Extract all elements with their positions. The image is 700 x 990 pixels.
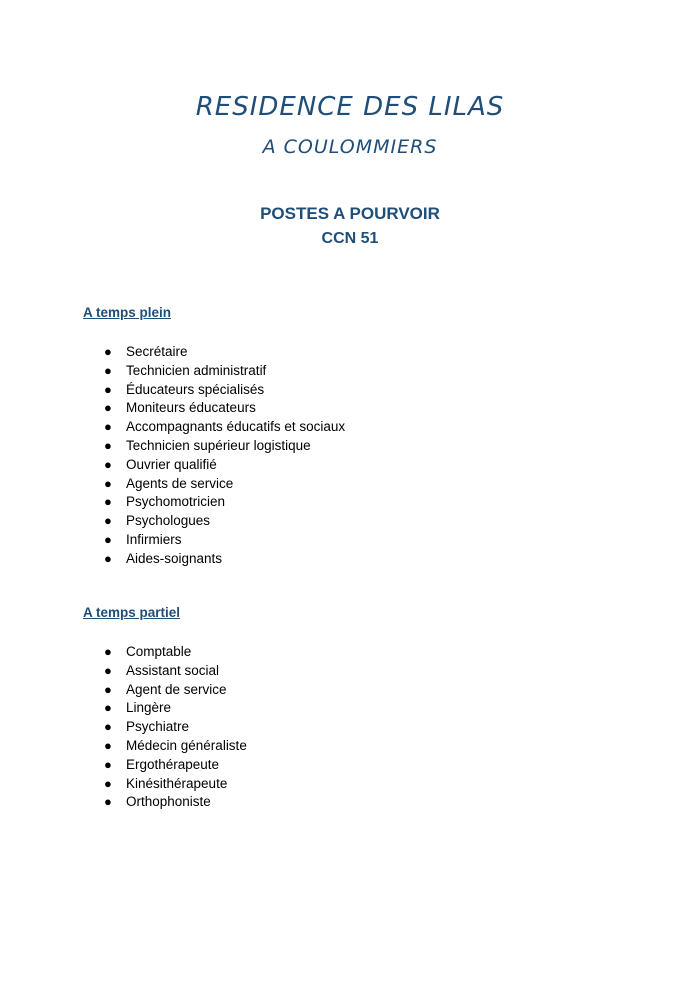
list-item xyxy=(100,718,247,737)
list-item xyxy=(100,418,345,437)
bullet-icon: ● xyxy=(104,419,112,435)
list-item xyxy=(100,531,345,550)
list-item-label: Kinésithérapeute xyxy=(126,775,228,791)
job-list-temps-plein xyxy=(100,343,345,569)
bullet-icon: ● xyxy=(104,775,112,791)
bullet-icon: ● xyxy=(104,756,112,772)
location-subtitle: A COULOMMIERS xyxy=(262,136,438,158)
bullet-icon: ● xyxy=(104,456,112,472)
bullet-icon: ● xyxy=(104,494,112,510)
list-item xyxy=(100,475,345,494)
list-item-label: Moniteurs éducateurs xyxy=(126,400,256,416)
list-item-label: Ergothérapeute xyxy=(126,756,220,772)
list-item xyxy=(100,793,247,812)
section-heading-temps-plein: A temps plein xyxy=(83,305,172,320)
list-item-label: Éducateurs spécialisés xyxy=(126,381,265,397)
list-item-label: Lingère xyxy=(126,700,172,716)
list-item xyxy=(100,550,345,569)
list-item-label: Secrétaire xyxy=(126,344,188,359)
list-item xyxy=(100,399,345,418)
list-item-label: Médecin généraliste xyxy=(126,737,247,753)
list-item-label: Agents de service xyxy=(126,475,234,491)
list-item xyxy=(100,699,247,718)
list-item xyxy=(100,681,247,700)
bullet-icon: ● xyxy=(104,550,112,566)
job-list-temps-partiel xyxy=(100,643,247,812)
bullet-icon: ● xyxy=(104,513,112,529)
bullet-icon: ● xyxy=(104,644,112,659)
list-item xyxy=(100,456,345,475)
list-item xyxy=(100,643,247,662)
bullet-icon: ● xyxy=(104,400,112,416)
list-item-label: Technicien supérieur logistique xyxy=(126,437,311,453)
list-item xyxy=(100,437,345,456)
list-item-label: Psychologues xyxy=(126,513,211,529)
list-item-label: Comptable xyxy=(126,644,192,659)
bullet-icon: ● xyxy=(104,381,112,397)
list-item xyxy=(100,512,345,531)
list-item xyxy=(100,362,345,381)
bullet-icon: ● xyxy=(104,362,112,378)
list-item-label: Assistant social xyxy=(126,662,220,678)
list-item-label: Accompagnants éducatifs et sociaux xyxy=(126,419,346,435)
bullet-icon: ● xyxy=(104,737,112,753)
list-item-label: Technicien administratif xyxy=(126,362,267,378)
bullet-icon: ● xyxy=(104,531,112,547)
list-item-label: Ouvrier qualifié xyxy=(126,456,217,472)
postes-heading: POSTES A POURVOIR xyxy=(260,204,440,223)
bullet-icon: ● xyxy=(104,719,112,735)
list-item xyxy=(100,343,345,362)
list-item-label: Agent de service xyxy=(126,681,227,697)
list-item-label: Psychomotricien xyxy=(126,494,226,510)
list-item xyxy=(100,775,247,794)
bullet-icon: ● xyxy=(104,700,112,716)
list-item xyxy=(100,737,247,756)
list-item xyxy=(100,662,247,681)
bullet-icon: ● xyxy=(104,662,112,678)
list-item-label: Orthophoniste xyxy=(126,794,211,810)
list-item xyxy=(100,381,345,400)
bullet-icon: ● xyxy=(104,437,112,453)
section-heading-temps-partiel: A temps partiel xyxy=(83,605,181,620)
list-item-label: Aides-soignants xyxy=(126,550,223,566)
ccn-heading: CCN 51 xyxy=(321,230,379,247)
list-item-label: Psychiatre xyxy=(126,719,190,735)
list-item-label: Infirmiers xyxy=(126,531,182,547)
list-item xyxy=(100,493,345,512)
bullet-icon: ● xyxy=(104,794,112,810)
bullet-icon: ● xyxy=(104,475,112,491)
residence-title: RESIDENCE DES LILAS xyxy=(195,92,505,122)
list-item xyxy=(100,756,247,775)
bullet-icon: ● xyxy=(104,681,112,697)
bullet-icon: ● xyxy=(104,344,112,359)
